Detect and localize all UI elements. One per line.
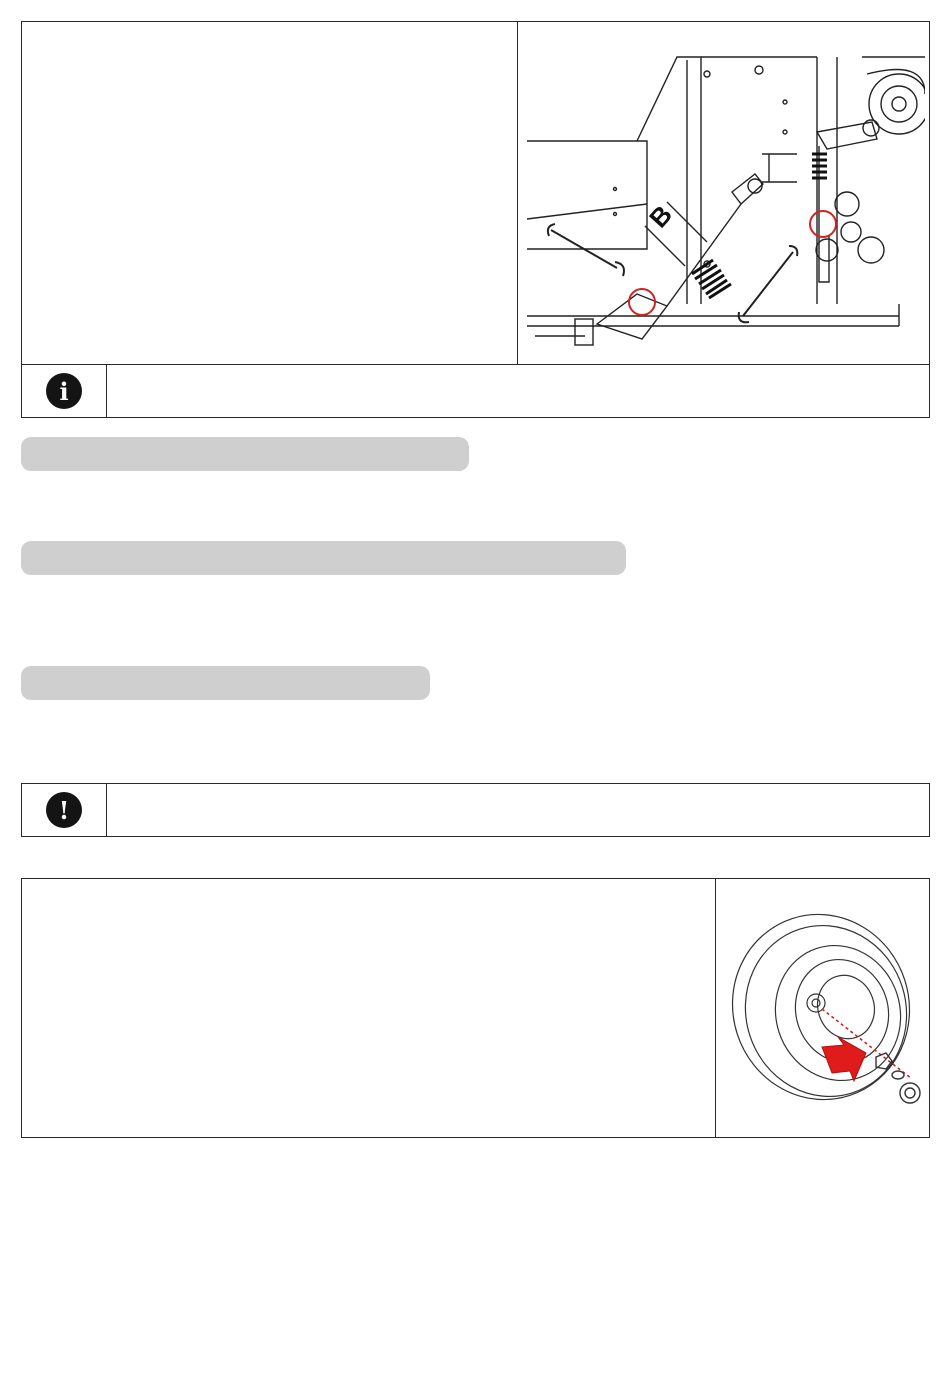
exclamation-icon: ! [46, 792, 82, 828]
wheel-figure-panel [21, 878, 930, 1138]
highlight-circle-icon [629, 289, 655, 315]
spring-mechanism-figure [527, 54, 925, 356]
panel-divider [715, 879, 716, 1137]
arrow-icon [822, 1037, 866, 1081]
wrench-icon [548, 224, 624, 276]
info-icon: i [46, 373, 82, 409]
warning-note [21, 783, 930, 837]
panel-divider [517, 22, 518, 364]
wheel-icon [726, 907, 926, 1113]
highlight-circle-icon [810, 211, 836, 237]
info-icon-cell [22, 365, 107, 417]
top-text-area [22, 22, 517, 364]
section-heading [21, 541, 626, 575]
dimension-letter: B [643, 199, 678, 234]
section-heading [21, 437, 469, 471]
info-note [21, 364, 930, 418]
info-note-text [122, 365, 917, 417]
warning-note-text [122, 784, 917, 836]
wrench-icon [739, 246, 798, 322]
top-figure-panel [21, 21, 930, 365]
section-heading [21, 666, 430, 700]
wheel-text-area [22, 879, 715, 1137]
warning-icon-cell [22, 784, 107, 836]
